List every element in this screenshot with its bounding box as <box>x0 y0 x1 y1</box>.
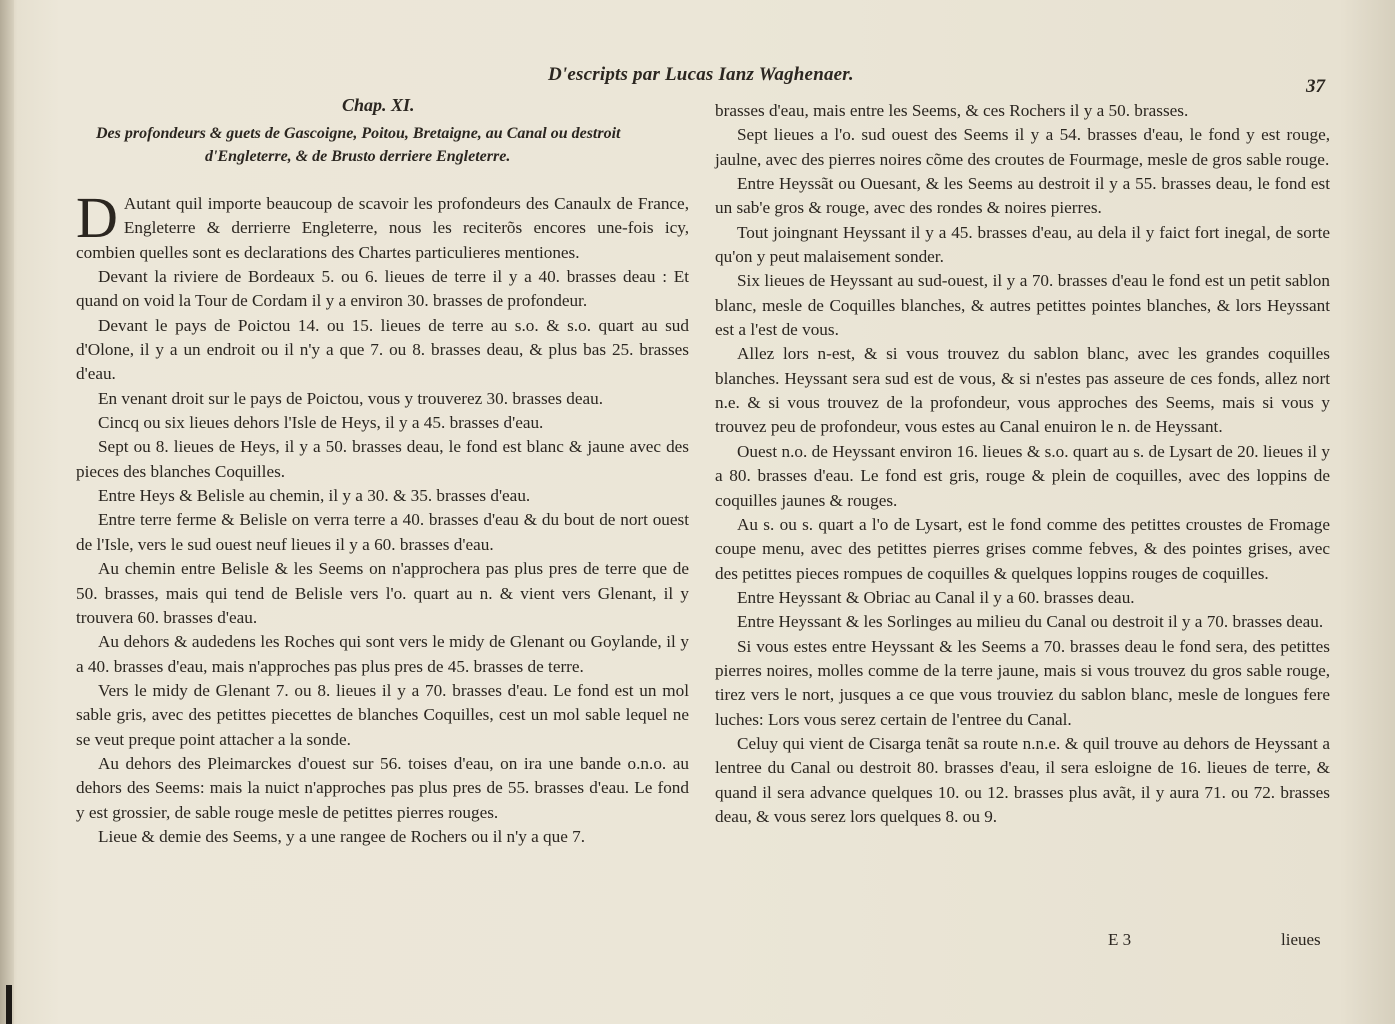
paragraph: Devant le pays de Poictou 14. ou 15. lieues de terre au s.o. & s.o. quart au sud d'Olone, il y a un endroit ou il n'y a que 7. ou 8. brasses deau, & plus bas 25. brasses d'eau. <box>76 315 689 384</box>
paragraph: Entre Heyssant & Obriac au Canal il y a 60. brasses deau. <box>737 587 1135 607</box>
signature-mark: E 3 <box>1108 930 1132 949</box>
paragraph: Tout joingnant Heyssant il y a 45. brasses d'eau, au dela il y faict fort inegal, de sorte qu'on y peut malaisement sonder. <box>715 222 1330 267</box>
paragraph: Au dehors des Pleimarckes d'ouest sur 56. toises d'eau, on ira une bande o.n.o. au dehors des Seems: mais la nuict n'approches pas plus pres de 55. brasses d'eau. Le fond y est grossier, de sable rouge mesle de petittes pierres rouges. <box>76 753 689 822</box>
right-column <box>715 99 1330 829</box>
paragraph: Entre Heyssãt ou Ouesant, & les Seems au destroit il y a 55. brasses deau, le fond est un sab'e gros & rouge, avec des rondes & noires pierres. <box>715 174 1330 218</box>
paragraph: Sept lieues a l'o. sud ouest des Seems il y a 54. brasses d'eau, le fond y est rouge, jaulne, avec des pierres noires cõme des croutes de Fourmage, mesle de gros sable rouge. <box>715 125 1330 169</box>
chapter-title-line-2: d'Engleterre, & de Brusto derriere Engleterre. <box>205 148 511 165</box>
paragraph: Au s. ou s. quart a l'o de Lysart, est le fond comme des petittes croustes de Fromage coupe menu, avec des petittes pierres grises comme febves, & des pointes grises, avec des petittes pieces rompues de coquilles & quelques loppins rouges de coquilles. <box>715 514 1330 583</box>
book-gutter <box>0 0 14 1024</box>
paragraph: Celuy qui vient de Cisarga tenãt sa route n.n.e. & quil trouve au dehors de Heyssant a lentree du Canal ou destroit 80. brasses d'eau, il sera esloigne de 16. lieues de terre, & quand il sera advance quelques 10. ou 12. brasses plus avãt, il y aura 71. ou 72. brasses deau, & vous serez lors quelques 8. ou 9. <box>715 733 1330 826</box>
opening-text: Autant quil importe beaucoup de scavoir les profondeurs des Canaulx de France, Engleterre & derrierre Engleterre, nous les reciterõs encores une-fois icy, combien quelles sont es declarations des Chartes particulieres mentiones. <box>76 194 689 262</box>
paragraph: Allez lors n-est, & si vous trouvez du sablon blanc, avec les grandes coquilles blanches. Heyssant sera sud est de vous, & si n'estes pas asseure de ces fonds, allez nort n.e. & si vous trouvez de la profondeur, vous approches des Seems, mais si vous y trouvez peu de profondeur, vous estes au Canal enuiron le n. de Heyssant. <box>715 344 1330 437</box>
drop-cap: D <box>76 185 118 250</box>
chapter-title-line-1: Des profondeurs & guets de Gascoigne, Poitou, Bretaigne, au Canal ou destroit <box>96 125 621 142</box>
running-title: D'escripts par Lucas Ianz Waghenaer. <box>548 64 854 85</box>
bookmark-ribbon <box>6 985 12 1024</box>
chapter-number: Chap. XI. <box>342 95 415 115</box>
paragraph: Sept ou 8. lieues de Heys, il y a 50. brasses deau, le fond est blanc & jaune avec des pieces des blanches Coquilles. <box>76 437 689 481</box>
paragraph: Entre terre ferme & Belisle on verra terre a 40. brasses d'eau & du bout de nort ouest de l'Isle, vers le sud ouest neuf lieues il y a 60. brasses d'eau. <box>76 510 689 554</box>
paragraph: Si vous estes entre Heyssant & les Seems a 70. brasses deau le fond sera, des petittes pierres noires, molles comme de la terre jaune, mais si vous trouvez du gros sable rouge, tirez vers le nort, jusques a ce que vous trouviez du sablon blanc, mesle de longues fere luches: Lors vous serez certain de l'entree du Canal. <box>715 636 1330 729</box>
paragraph: Au chemin entre Belisle & les Seems on n'approchera pas plus pres de terre que de 50. brasses, mais qui tend de Belisle vers l'o. quart au n. & vient vers Glenant, il y trouvera 60. brasses d'eau. <box>76 559 689 627</box>
paragraph: Devant la riviere de Bordeaux 5. ou 6. lieues de terre il y a 40. brasses deau : Et quand on void la Tour de Cordam il y a environ 30. brasses de profondeur. <box>76 267 689 311</box>
paragraph: Ouest n.o. de Heyssant environ 16. lieues & s.o. quart au s. de Lysart de 20. lieues il y a 80. brasses d'eau. Le fond est gris, rouge & plein de coquilles, avec des loppins de coquilles jaunes & rouges. <box>715 441 1330 510</box>
paragraph: En venant droit sur le pays de Poictou, vous y trouverez 30. brasses deau. <box>98 388 604 408</box>
paragraph: brasses d'eau, mais entre les Seems, & ces Rochers il y a 50. brasses. <box>715 101 1189 120</box>
paragraph: Lieue & demie des Seems, y a une rangee de Rochers ou il n'y a que 7. <box>98 826 586 846</box>
paragraph: Six lieues de Heyssant au sud-ouest, il y a 70. brasses d'eau le fond est un petit sablon blanc, mesle de Coquilles blanches, & autres petittes pointes blanches, & lors Heyssant est a l'est de vous. <box>715 271 1330 340</box>
paragraph: Au dehors & audedens les Roches qui sont vers le midy de Glenant ou Goylande, il y a 40. brasses d'eau, mais n'approches pas plus pres de 45. brasses de terre. <box>76 632 689 676</box>
catchword: lieues <box>1281 930 1321 949</box>
paragraph: Entre Heys & Belisle au chemin, il y a 30. & 35. brasses d'eau. <box>98 486 531 506</box>
opening-paragraph <box>76 185 689 265</box>
paragraph: Cincq ou six lieues dehors l'Isle de Heys, il y a 45. brasses d'eau. <box>98 413 544 433</box>
paragraph: Entre Heyssant & les Sorlinges au milieu du Canal ou destroit il y a 70. brasses deau. <box>737 612 1324 632</box>
page-number: 37 <box>1306 76 1325 97</box>
paragraph: Vers le midy de Glenant 7. ou 8. lieues il y a 70. brasses d'eau. Le fond est un mol sable gris, avec des petittes piecettes de blanches Coquilles, cest un mol sable lequel ne se veut preque point attacher a la sonde. <box>76 680 689 749</box>
left-column <box>76 185 689 849</box>
